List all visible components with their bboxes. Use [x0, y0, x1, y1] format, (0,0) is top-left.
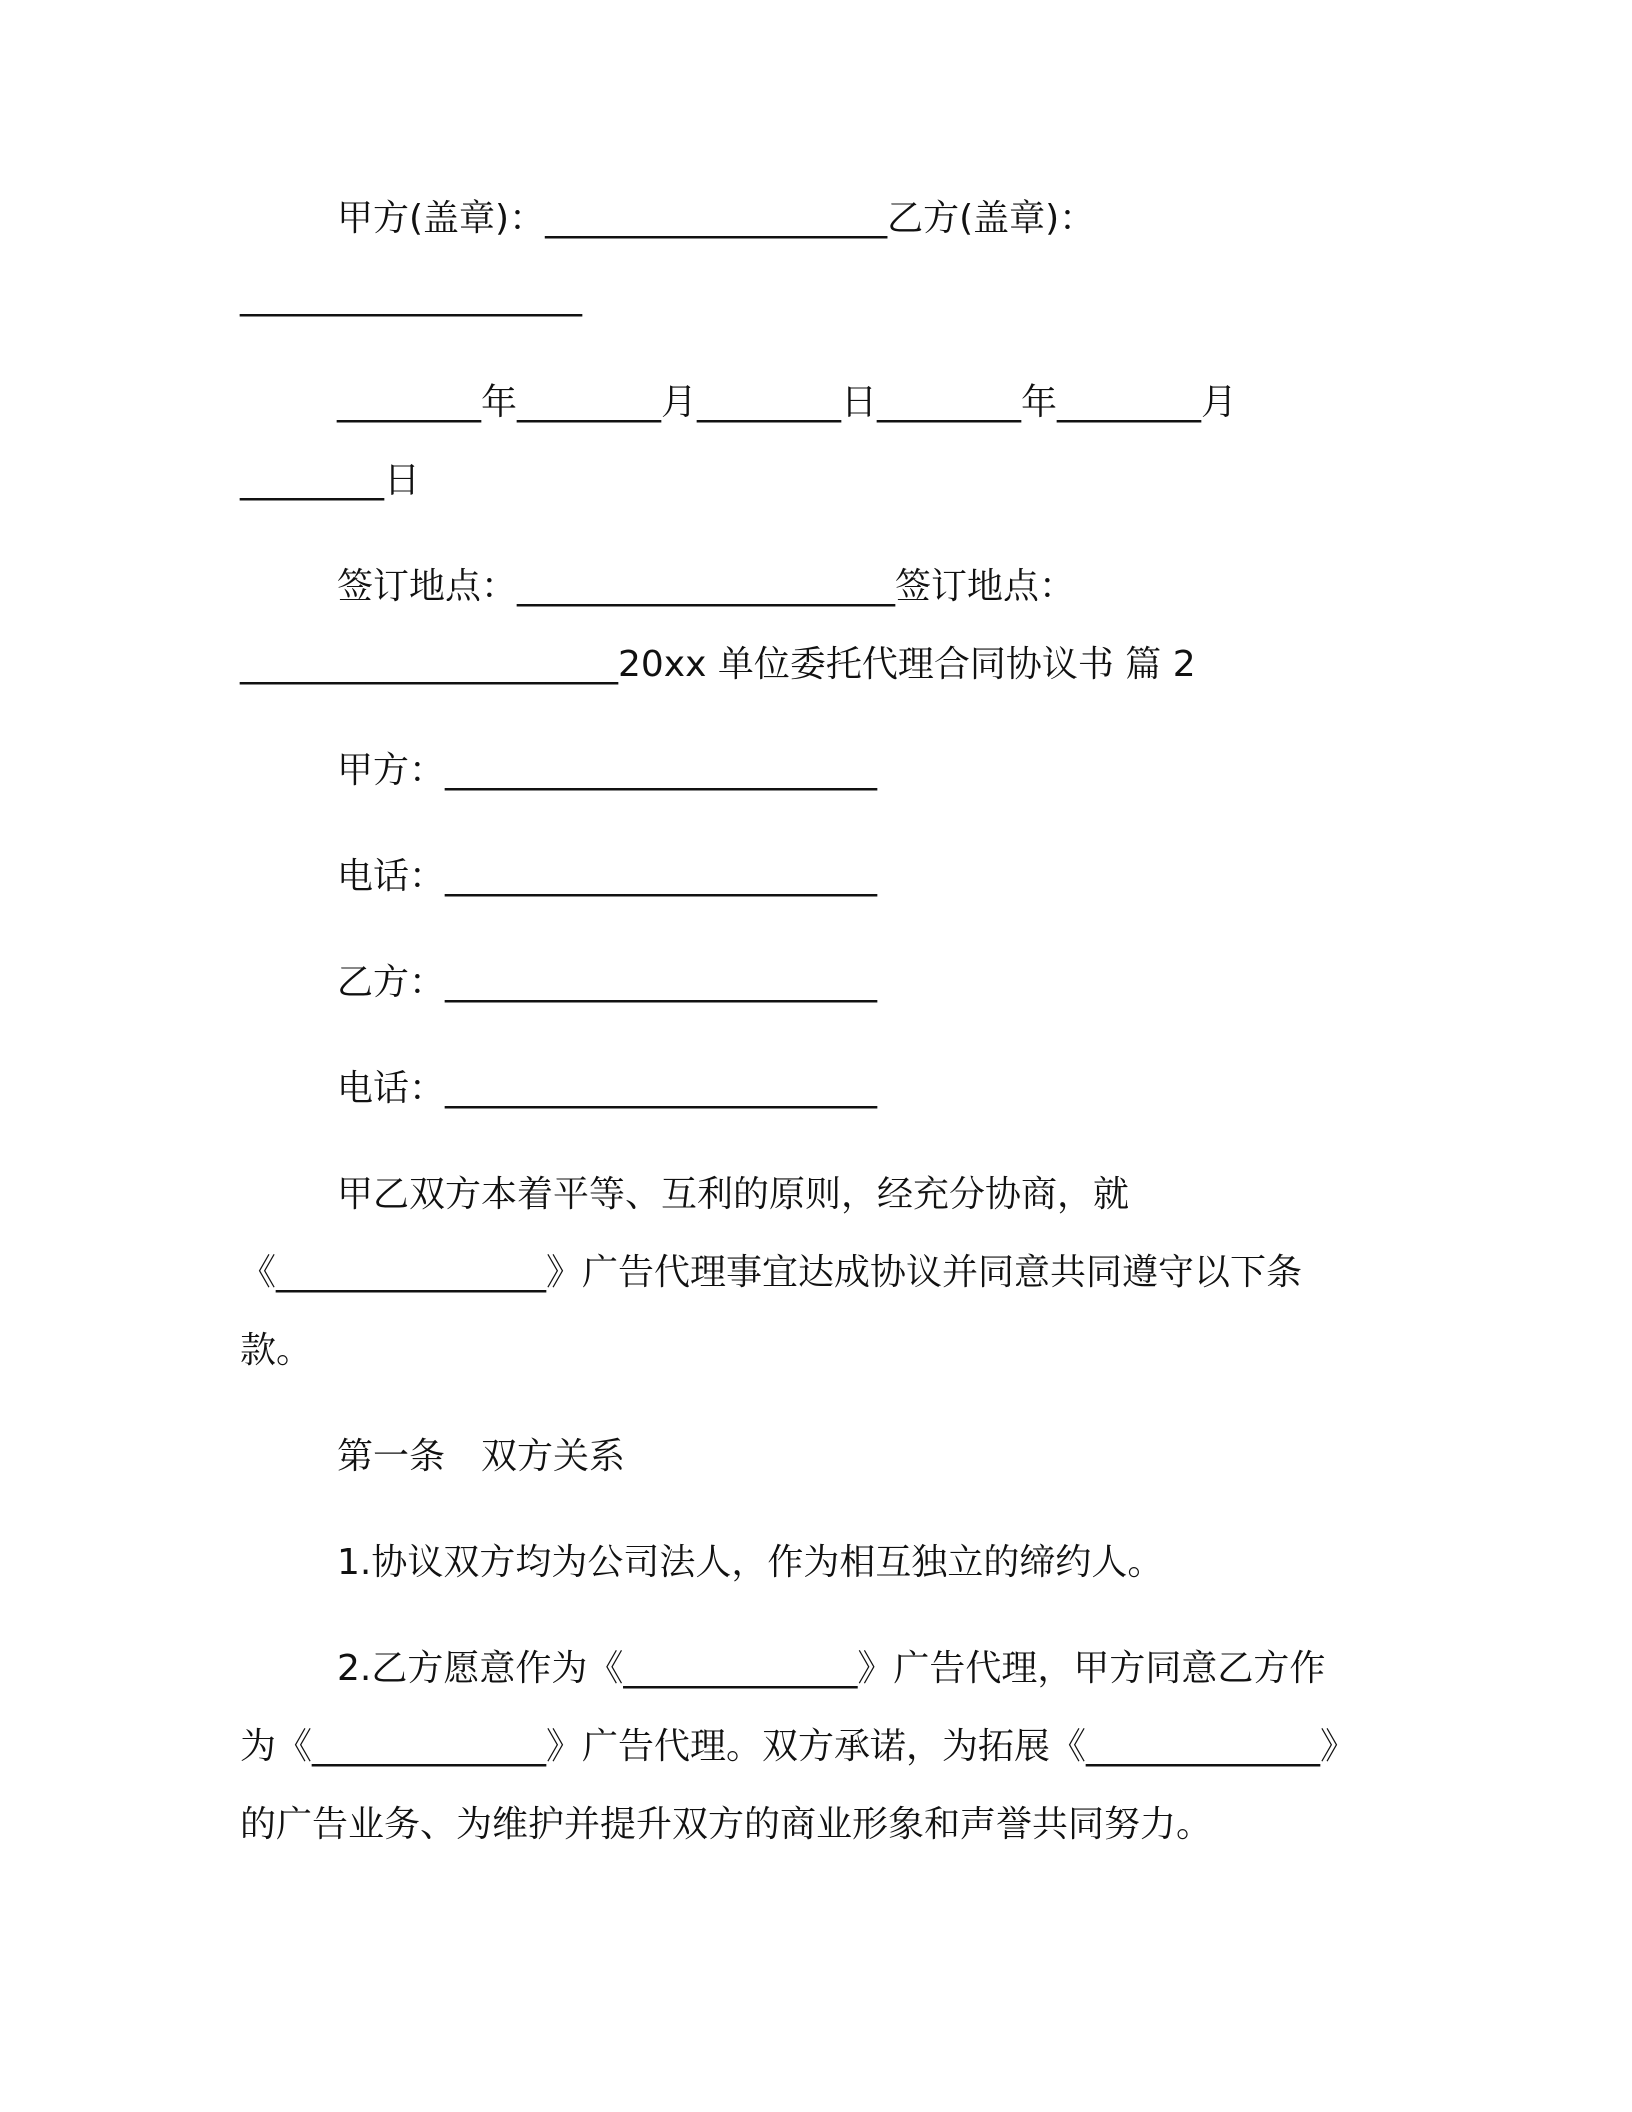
- preamble-paragraph-cont-2: 款。: [240, 1330, 313, 1371]
- date-line: ________年________月________日________年________月: [337, 382, 1237, 423]
- article-heading: 第一条 双方关系: [337, 1436, 626, 1477]
- document-page: [240, 180, 1410, 1864]
- party-a-seal-line: 甲方(盖章)：___________________乙方(盖章)：: [337, 198, 1096, 239]
- section-title-line: _____________________20xx 单位委托代理合同协议书 篇 2: [240, 644, 1196, 685]
- clause-2-cont-2: 的广告业务、为维护并提升双方的商业形象和声誉共同努力。: [240, 1804, 1213, 1845]
- party-b-phone-field: 电话：________________________: [337, 1068, 878, 1109]
- clause-1: 1.协议双方均为公司法人，作为相互独立的缔约人。: [337, 1542, 1164, 1583]
- party-b-seal-blank: ___________________: [240, 276, 582, 317]
- date-line-continued: ________日: [240, 460, 421, 501]
- preamble-paragraph-cont-1: 《_______________》广告代理事宜达成协议并同意共同遵守以下条: [240, 1252, 1303, 1293]
- preamble-paragraph: 甲乙双方本着平等、互利的原则，经充分协商，就: [337, 1174, 1130, 1215]
- party-a-field: 甲方：________________________: [337, 750, 878, 791]
- party-b-field: 乙方：________________________: [337, 962, 878, 1003]
- signing-place-line: 签订地点：_____________________签订地点：: [337, 566, 1076, 607]
- clause-2-cont-1: 为《_____________》广告代理。双方承诺，为拓展《_____________》: [240, 1726, 1357, 1767]
- party-a-phone-field: 电话：________________________: [337, 856, 878, 897]
- clause-2: 2.乙方愿意作为《_____________》广告代理，甲方同意乙方作: [337, 1648, 1326, 1689]
